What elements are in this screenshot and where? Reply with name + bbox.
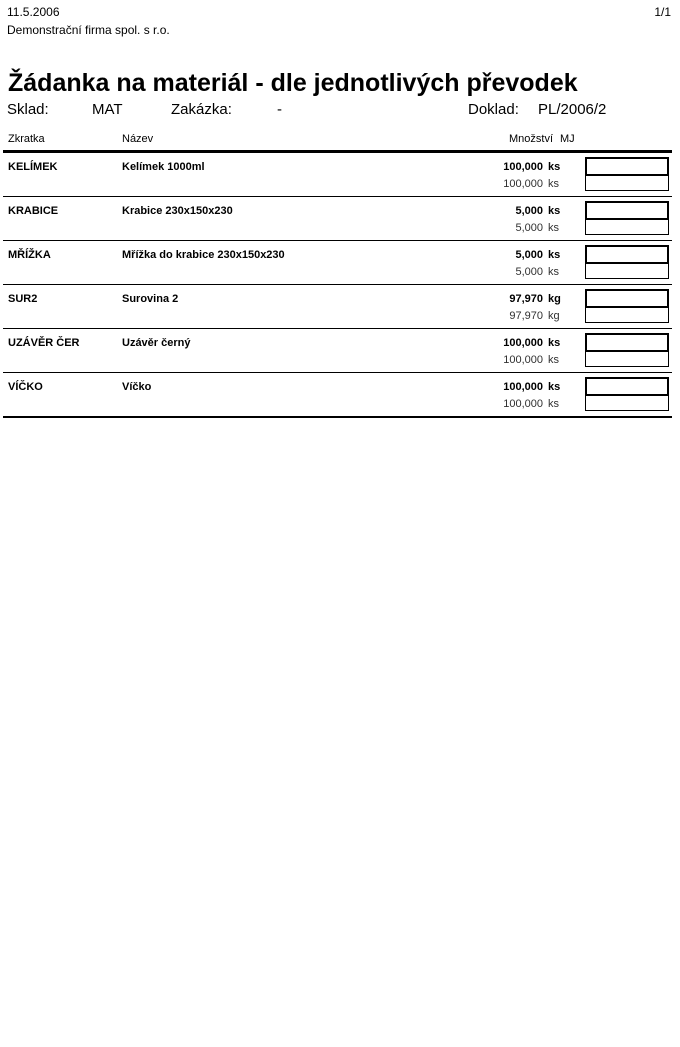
item-name: Surovina 2 [122,293,179,305]
table-row [3,373,672,418]
document-value: PL/2006/2 [538,101,607,118]
table-row [3,285,672,329]
quantity-secondary: 97,970 [509,310,543,322]
fill-in-box-top [585,289,669,308]
fill-in-box-bottom [585,176,669,191]
order-label: Zakázka: [171,101,232,118]
fill-in-box [585,377,669,411]
warehouse-label: Sklad: [7,101,49,118]
item-name: Mřížka do krabice 230x150x230 [122,249,285,261]
unit-secondary: ks [548,222,559,234]
unit-secondary: ks [548,398,559,410]
order-value: - [277,101,282,118]
unit-secondary: kg [548,310,560,322]
fill-in-box [585,157,669,191]
item-name: Krabice 230x150x230 [122,205,233,217]
fill-in-box-top [585,245,669,264]
column-header-code: Zkratka [8,133,45,145]
fill-in-box [585,245,669,279]
fill-in-box-bottom [585,220,669,235]
item-name: Uzávěr černý [122,337,191,349]
item-code: KRABICE [8,205,59,217]
fill-in-box-top [585,377,669,396]
item-code: SUR2 [8,293,38,305]
quantity-primary: 5,000 [515,205,543,217]
document-label: Doklad: [468,101,519,118]
quantity-secondary: 100,000 [503,178,543,190]
quantity-primary: 100,000 [503,161,543,173]
fill-in-box-top [585,333,669,352]
table-row [3,241,672,285]
column-header-name: Název [122,133,154,145]
item-code: UZÁVĚR ČER [8,337,80,349]
unit-secondary: ks [548,178,559,190]
table-row [3,153,672,197]
unit-primary: ks [548,337,561,349]
fill-in-box-top [585,201,669,220]
quantity-primary: 5,000 [515,249,543,261]
quantity-secondary: 100,000 [503,354,543,366]
item-name: Kelímek 1000ml [122,161,205,173]
report-title: Žádanka na materiál - dle jednotlivých převodek [8,68,578,97]
table-row [3,329,672,373]
company-name: Demonstrační firma spol. s r.o. [7,23,170,37]
unit-primary: ks [548,161,561,173]
fill-in-box-bottom [585,264,669,279]
item-code: MŘÍŽKA [8,249,51,261]
quantity-secondary: 5,000 [515,222,543,234]
column-header-unit: MJ [560,133,575,145]
fill-in-box-bottom [585,352,669,367]
report-date: 11.5.2006 [7,5,60,19]
unit-primary: ks [548,205,561,217]
quantity-primary: 97,970 [509,293,543,305]
table-row [3,197,672,241]
unit-primary: ks [548,381,561,393]
page-number: 1/1 [654,5,671,19]
fill-in-box-top [585,157,669,176]
column-header-quantity: Množství [508,133,553,145]
item-code: VÍČKO [8,381,43,393]
items-table [3,150,672,418]
warehouse-value: MAT [92,101,123,118]
item-code: KELÍMEK [8,161,58,173]
quantity-primary: 100,000 [503,381,543,393]
quantity-secondary: 100,000 [503,398,543,410]
fill-in-box [585,333,669,367]
unit-secondary: ks [548,354,559,366]
fill-in-box [585,201,669,235]
unit-primary: ks [548,249,561,261]
quantity-primary: 100,000 [503,337,543,349]
unit-secondary: ks [548,266,559,278]
fill-in-box-bottom [585,396,669,411]
fill-in-box-bottom [585,308,669,323]
unit-primary: kg [548,293,561,305]
item-name: Víčko [122,381,152,393]
fill-in-box [585,289,669,323]
quantity-secondary: 5,000 [515,266,543,278]
